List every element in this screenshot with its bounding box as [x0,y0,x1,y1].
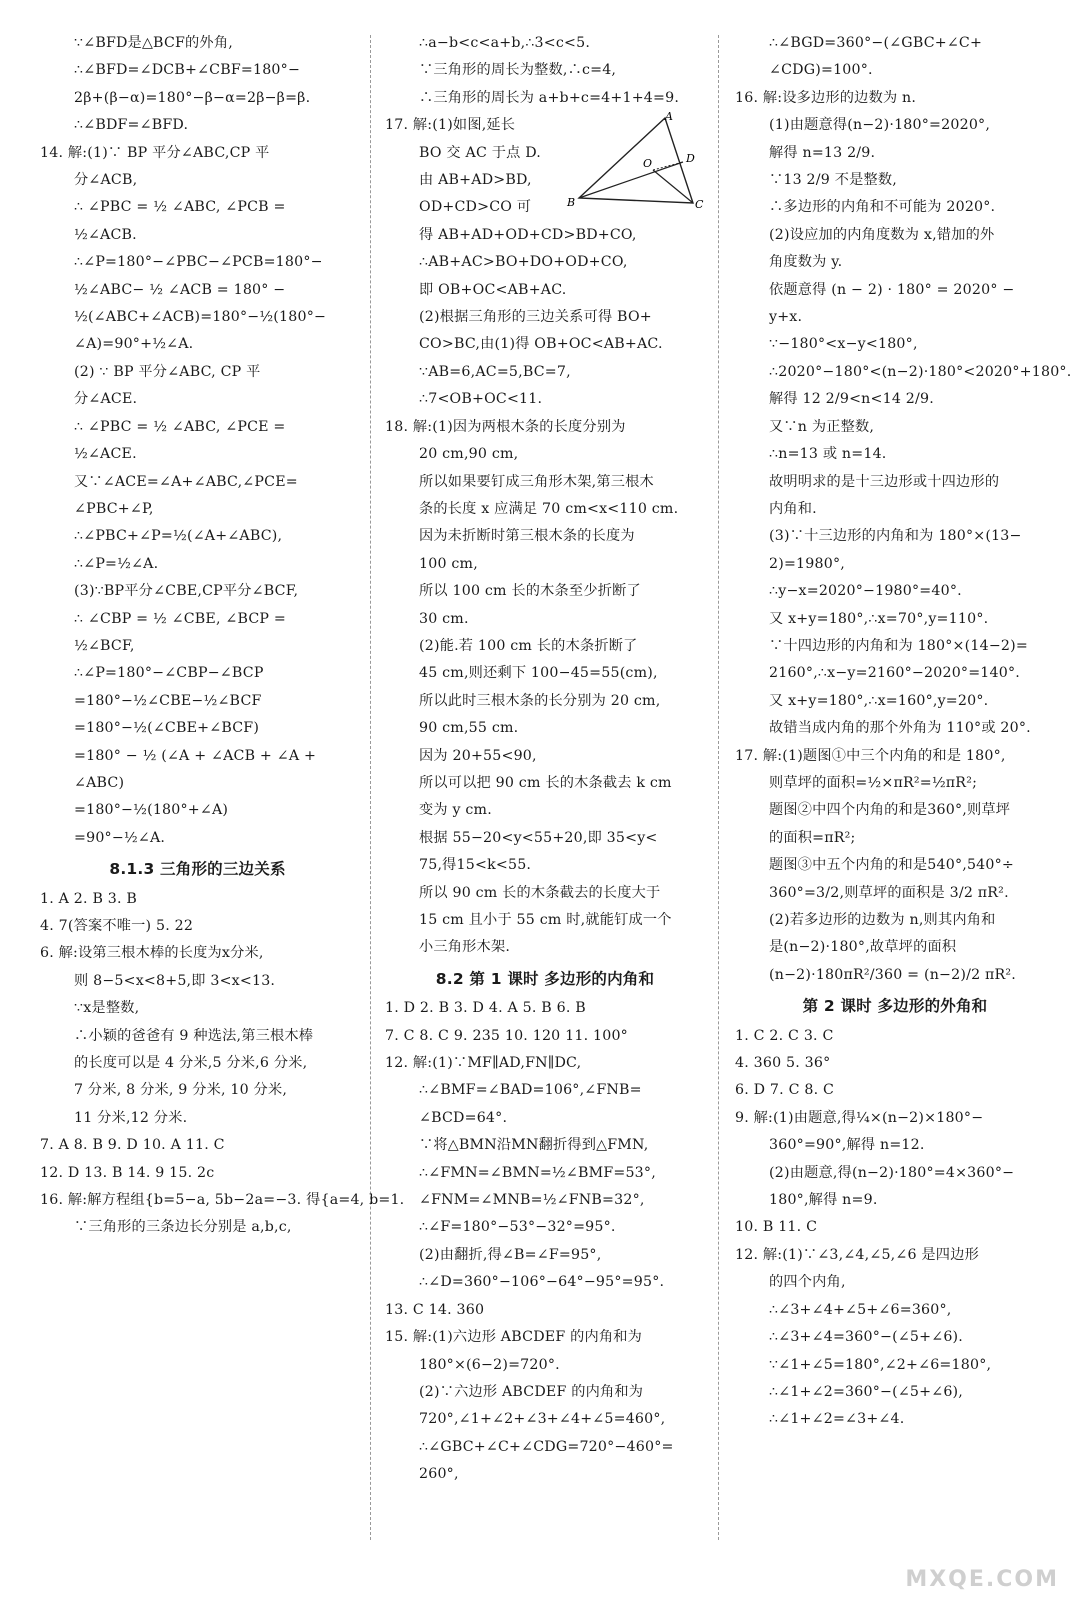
text-line: 则草坪的面积=½×πR²=½πR²; [769,774,978,791]
text-line: ∴∠BFD=∠DCB+∠CBF=180°− [74,62,301,79]
text-line: 所以此时三根木条的长分别为 20 cm, [419,692,661,709]
text-line: ∴ ∠PBC = ½ ∠ABC, ∠PCE = [74,418,286,435]
text-line: ∴小颖的爸爸有 9 种选法,第三根木棒 [74,1027,314,1044]
text-line: 所以 100 cm 长的木条至少折断了 [419,583,641,600]
section-heading: 第 2 课时 多边形的外角和 [802,997,988,1016]
text-line: 根据 55−20<y<55+20,即 35<y< [419,829,658,846]
text-line: 15. 解:(1)六边形 ABCDEF 的内角和为 [385,1329,643,1346]
text-line: 4. 360 5. 36° [735,1055,831,1072]
text-line: (2)能.若 100 cm 长的木条折断了 [419,637,638,654]
text-line: 2160°,∴x−y=2160°−2020°=140°. [769,665,1020,682]
section-heading: 8.2 第 1 课时 多边形的内角和 [435,969,655,988]
text-line: ∴∠1+∠2=360°−(∠5+∠6), [769,1383,963,1400]
column-right [735,30,1072,1580]
text-line: 1. A 2. B 3. B [40,890,138,907]
text-line: ∠CDG)=100°. [769,62,873,79]
text-line: 又 x+y=180°,∴x=70°,y=110°. [769,610,989,627]
text-line: ½∠BCF, [74,637,135,654]
text-line: 分∠ACB, [74,172,138,189]
text-line: ½∠ABC− ½ ∠ACB = 180° − [74,281,286,298]
text-line: 18. 解:(1)因为两根木条的长度分别为 [385,418,626,435]
text-line: ∵三角形的周长为整数,∴c=4, [419,62,617,79]
text-line: ∴∠BDF=∠BFD. [74,117,189,134]
section-heading: 8.1.3 三角形的三边关系 [109,860,286,879]
text-line: ∵∠1+∠5=180°,∠2+∠6=180°, [769,1356,992,1373]
text-line: 题图②中四个内角的和是360°,则草坪 [769,802,1011,819]
text-line: 12. D 13. B 14. 9 15. 2c [40,1164,215,1181]
text-line: ∵AB=6,AC=5,BC=7, [419,363,571,380]
text-line: OD+CD>CO 可 [419,199,532,216]
text-line: 又 x+y=180°,∴x=160°,y=20°. [769,692,989,709]
text-line: ∴n=13 或 n=14. [769,446,887,463]
text-line: 解得 n=13 2/9. [769,144,876,161]
label-o: O [643,157,653,170]
text-line: ∴ ∠PBC = ½ ∠ABC, ∠PCB = [74,199,286,216]
text-line: (n−2)·180πR²/360 = (n−2)/2 πR². [769,966,1017,983]
text-line: ∵十四边形的内角和为 180°×(14−2)= [769,637,1028,654]
text-line: 所以 90 cm 长的木条截去的长度大于 [419,884,661,901]
text-line: ∴∠GBC+∠C+∠CDG=720°−460°= [419,1438,674,1455]
text-line: 所以可以把 90 cm 长的木条截去 k cm [419,774,672,791]
text-line: (2)设应加的内角度数为 x,错加的外 [769,226,995,243]
text-line: 变为 y cm. [419,802,492,819]
text-line: 又∵∠ACE=∠A+∠ABC,∠PCE= [74,473,298,490]
text-line: y+x. [769,309,803,326]
text-line: 角度数为 y. [769,254,843,271]
text-line: ∵13 2/9 不是整数, [769,172,897,189]
text-line: ∴∠P=180°−∠CBP−∠BCP [74,665,264,682]
text-line: =180°−½(∠CBE+∠BCF) [74,720,260,737]
column-left [40,30,405,1580]
text-line: ∴∠BMF=∠BAD=106°,∠FNB= [419,1082,642,1099]
text-line: (2) ∵ BP 平分∠ABC, CP 平 [74,363,261,380]
text-line: ∴y−x=2020°−1980°=40°. [769,583,962,600]
text-line: (1)由题意得(n−2)·180°=2020°, [769,117,991,134]
text-line: ½(∠ABC+∠ACB)=180°−½(180°− [74,309,327,326]
text-line: ½∠ACE. [74,446,137,463]
label-d: D [686,152,695,165]
text-line: 题图③中五个内角的和是540°,540°÷ [769,857,1015,874]
text-line: 条的长度 x 应满足 70 cm<x<110 cm. [419,500,679,517]
column-middle [385,30,705,1580]
text-line: 2β+(β−α)=180°−β−α=2β−β=β. [74,89,311,106]
text-line: ∴2020°−180°<(n−2)·180°<2020°+180°. [769,363,1072,380]
text-line: 14. 解:(1)∵ BP 平分∠ABC,CP 平 [40,144,270,161]
text-line: ∴∠3+∠4+∠5+∠6=360°, [769,1301,952,1318]
text-line: ∴∠3+∠4=360°−(∠5+∠6). [769,1329,963,1346]
text-line: (2)若多边形的边数为 n,则其内角和 [769,912,996,928]
text-line: ∴7<OB+OC<11. [419,391,543,408]
text-line: 17. 解:(1)题图①中三个内角的和是 180°, [735,747,1006,764]
text-line: ∴∠D=360°−106°−64°−95°=95°. [419,1274,665,1291]
text-line: ∴a−b<c<a+b,∴3<c<5. [419,35,591,51]
column-divider [718,35,719,1540]
text-line: 又∵n 为正整数, [769,418,875,435]
text-line: ∠PBC+∠P, [74,500,154,517]
text-line: ∴∠F=180°−53°−32°=95°. [419,1219,616,1236]
text-line: 6. D 7. C 8. C [735,1082,835,1099]
text-line: 12. 解:(1)∵MF∥AD,FN∥DC, [385,1055,582,1072]
text-line: 13. C 14. 360 [385,1301,485,1318]
text-line: 的四个内角, [769,1274,846,1291]
text-line: 内角和. [769,500,817,517]
text-line: CO>BC,由(1)得 OB+OC<AB+AC. [419,336,663,353]
text-line: ∴∠P=180°−∠PBC−∠PCB=180°− [74,254,323,271]
text-line: 7. A 8. B 9. D 10. A 11. C [40,1137,225,1154]
text-line: 4. 7(答案不唯一) 5. 22 [40,918,194,934]
text-line: ∴AB+AC>BO+DO+OD+CO, [419,254,628,271]
column-divider [370,35,371,1540]
text-line: (2)由翻折,得∠B=∠F=95°, [419,1246,602,1263]
text-line: 故错当成内角的那个外角为 110°或 20°. [769,720,1031,737]
text-line: 20 cm,90 cm, [419,446,519,463]
text-line: 则 8−5<x<8+5,即 3<x<13. [74,972,276,989]
text-line: (2)根据三角形的三边关系可得 BO+ [419,309,652,326]
text-line: 因为 20+55<90, [419,747,537,764]
text-line: 15 cm 且小于 55 cm 时,就能钉成一个 [419,912,672,928]
text-line: ∴∠FMN=∠BMN=½∠BMF=53°, [419,1164,656,1181]
text-line: BO 交 AC 于点 D. [419,144,542,161]
label-a: A [665,110,673,123]
text-line: 10. B 11. C [735,1219,818,1236]
text-line: ∵三角形的三条边长分别是 a,b,c, [74,1219,292,1236]
text-line: 360°=3/2,则草坪的面积是 3/2 πR². [769,884,1009,901]
text-line: ∠A)=90°+½∠A. [74,336,194,353]
text-line: 16. 解:设多边形的边数为 n. [735,89,917,106]
text-line: ∠FNM=∠MNB=½∠FNB=32°, [419,1192,645,1209]
text-line: 75,得15<k<55. [419,857,532,874]
label-b: B [567,196,576,209]
text-line: 17. 解:(1)如图,延长 [385,117,516,134]
text-line: 16. 解:解方程组{b=5−a, 5b−2a=−3. 得{a=4, b=1. [40,1192,405,1209]
text-line: 1. D 2. B 3. D 4. A 5. B 6. B [385,1000,586,1017]
text-line: ∴∠PBC+∠P=½(∠A+∠ABC), [74,528,283,545]
text-line: 260°, [419,1466,459,1483]
text-line: 30 cm. [419,610,469,627]
text-line: 所以如果要钉成三角形木架,第三根木 [419,473,654,490]
watermark: MXQE.COM [905,1567,1059,1592]
text-line: (3)∵BP平分∠CBE,CP平分∠BCF, [74,583,299,600]
label-c: C [695,198,704,211]
text-line: 的长度可以是 4 分米,5 分米,6 分米, [74,1055,308,1072]
text-line: 小三角形木架. [419,939,511,956]
text-line: 360°=90°,解得 n=12. [769,1137,925,1154]
triangle-figure [565,110,705,210]
text-line: 100 cm, [419,555,478,572]
text-line: 180°,解得 n=9. [769,1192,878,1209]
text-line: 分∠ACE. [74,391,138,408]
text-line: ∴∠P=½∠A. [74,555,159,572]
text-line: 即 OB+OC<AB+AC. [419,281,567,298]
text-line: 故明明求的是十三边形或十四边形的 [769,473,1000,490]
text-line: (3)∵十三边形的内角和为 180°×(13− [769,528,1022,545]
text-line: 解得 12 2/9<n<14 2/9. [769,391,934,408]
text-line: 7 分米, 8 分米, 9 分米, 10 分米, [74,1082,288,1099]
text-line: 由 AB+AD>BD, [419,172,532,189]
text-line: 得 AB+AD+OD+CD>BD+CO, [419,226,637,243]
text-line: 12. 解:(1)∵∠3,∠4,∠5,∠6 是四边形 [735,1246,979,1263]
text-line: ∴∠BGD=360°−(∠GBC+∠C+ [769,35,983,51]
text-line: ∴三角形的周长为 a+b+c=4+1+4=9. [419,89,680,106]
text-line: 是(n−2)·180°,故草坪的面积 [769,939,957,956]
text-line: (2)∵六边形 ABCDEF 的内角和为 [419,1383,644,1400]
text-line: ∴多边形的内角和不可能为 2020°. [769,199,996,216]
text-line: =90°−½∠A. [74,829,166,846]
text-line: 的面积=πR²; [769,829,856,846]
text-line: =180°−½(180°+∠A) [74,802,229,819]
text-line: 因为未折断时第三根木条的长度为 [419,528,635,545]
text-line: (2)由题意,得(n−2)·180°=4×360°− [769,1164,1015,1181]
text-line: ∴∠1+∠2=∠3+∠4. [769,1411,905,1428]
text-line: ∵−180°<x−y<180°, [769,336,918,353]
text-line: =180°−½∠CBE−½∠BCF [74,692,262,709]
text-line: ½∠ACB. [74,226,137,243]
text-line: ∴ ∠CBP = ½ ∠CBE, ∠BCP = [74,610,286,627]
text-line: 9. 解:(1)由题意,得¼×(n−2)×180°− [735,1109,984,1126]
text-line: 720°,∠1+∠2+∠3+∠4+∠5=460°, [419,1411,666,1428]
text-line: 2)=1980°, [769,555,845,572]
text-line: ∵将△BMN沿MN翻折得到△FMN, [419,1137,649,1154]
text-line: =180° − ½ (∠A + ∠ACB + ∠A + [74,747,317,764]
text-line: ∠BCD=64°. [419,1109,508,1126]
text-line: 6. 解:设第三根木棒的长度为x分米, [40,945,264,962]
text-line: 11 分米,12 分米. [74,1109,188,1126]
text-line: 180°×(6−2)=720°. [419,1356,560,1373]
text-line: ∵x是整数, [74,1000,140,1017]
text-line: 依题意得 (n − 2) · 180° = 2020° − [769,281,1015,298]
text-line: 90 cm,55 cm. [419,720,519,737]
text-line: 7. C 8. C 9. 235 10. 120 11. 100° [385,1027,628,1044]
text-line: ∵∠BFD是△BCF的外角, [74,35,233,51]
text-line: 1. C 2. C 3. C [735,1027,834,1044]
text-line: ∠ABC) [74,774,125,791]
text-line: 45 cm,则还剩下 100−45=55(cm), [419,665,658,682]
